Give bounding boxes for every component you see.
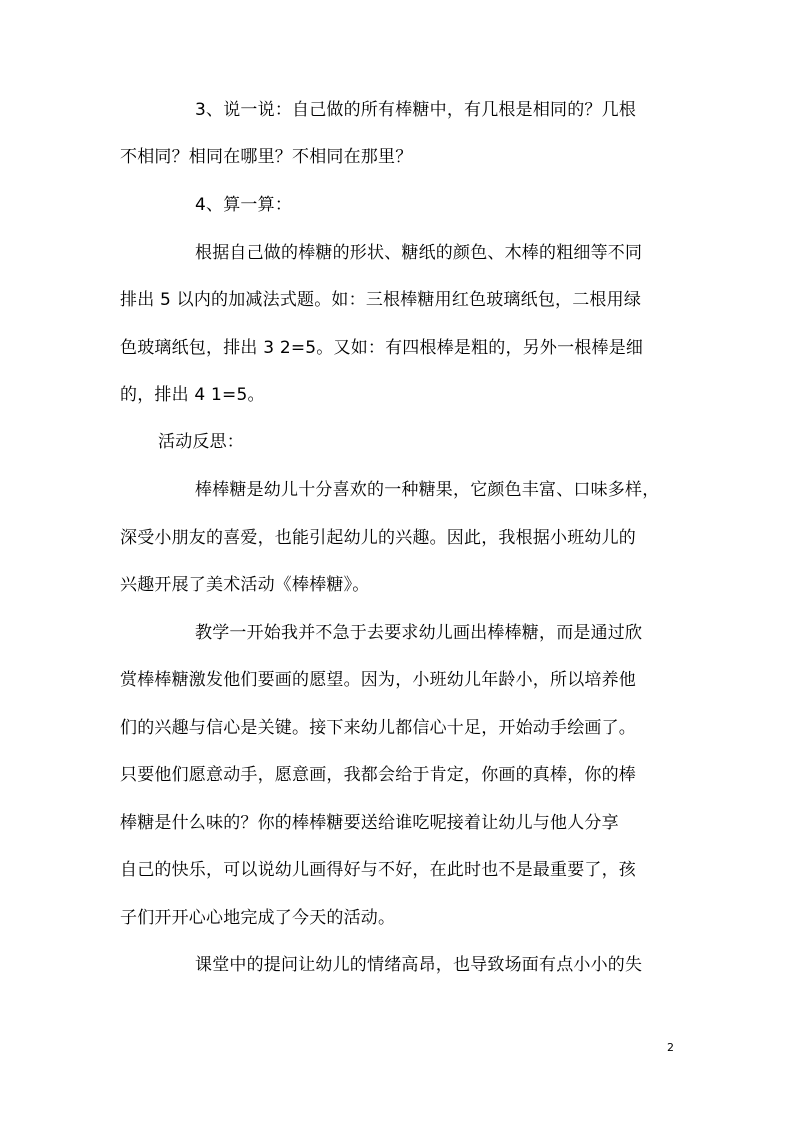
paragraph-line: 自己的快乐，可以说幼儿画得好与不好，在此时也不是最重要了，孩 — [120, 860, 636, 880]
paragraph-line: 棒棒糖是幼儿十分喜欢的一种糖果，它颜色丰富、口味多样， — [195, 480, 660, 500]
paragraph-line: 色玻璃纸包，排出 3 2=5。又如：有四根棒是粗的，另外一根棒是细 — [120, 338, 644, 358]
paragraph-line: 排出 5 以内的加减法式题。如：三根棒糖用红色玻璃纸包，二根用绿 — [120, 290, 642, 310]
paragraph-line: 兴趣开展了美术活动《棒棒糖》。 — [120, 575, 370, 595]
paragraph-line: 教学一开始我并不急于去要求幼儿画出棒棒糖，而是通过欣 — [195, 623, 643, 643]
paragraph-line: 子们开开心心地完成了今天的活动。 — [120, 908, 396, 928]
paragraph-line: 4、算一算： — [195, 195, 293, 215]
paragraph-line: 赏棒棒糖激发他们要画的愿望。因为，小班幼儿年龄小，所以培养他 — [120, 670, 636, 690]
paragraph-line: 不相同？相同在哪里？不相同在那里？ — [120, 147, 413, 167]
paragraph-line: 3、说一说：自己做的所有棒糖中，有几根是相同的？几根 — [195, 100, 637, 120]
paragraph-line: 只要他们愿意动手，愿意画，我都会给于肯定，你画的真棒，你的棒 — [120, 765, 636, 785]
paragraph-line: 棒糖是什么味的？你的棒棒糖要送给谁吃呢接着让幼儿与他人分享 — [120, 813, 619, 833]
page-number: 2 — [667, 1041, 674, 1054]
paragraph-line: 课堂中的提问让幼儿的情绪高昂，也导致场面有点小小的失 — [195, 955, 643, 975]
paragraph-line: 根据自己做的棒糖的形状、糖纸的颜色、木棒的粗细等不同 — [195, 243, 643, 263]
paragraph-line: 们的兴趣与信心是关键。接下来幼儿都信心十足，开始动手绘画了。 — [120, 718, 636, 738]
paragraph-line: 深受小朋友的喜爱，也能引起幼儿的兴趣。因此，我根据小班幼儿的 — [120, 528, 636, 548]
paragraph-line: 的，排出 4 1=5。 — [120, 385, 265, 405]
section-heading: 活动反思： — [158, 432, 244, 452]
